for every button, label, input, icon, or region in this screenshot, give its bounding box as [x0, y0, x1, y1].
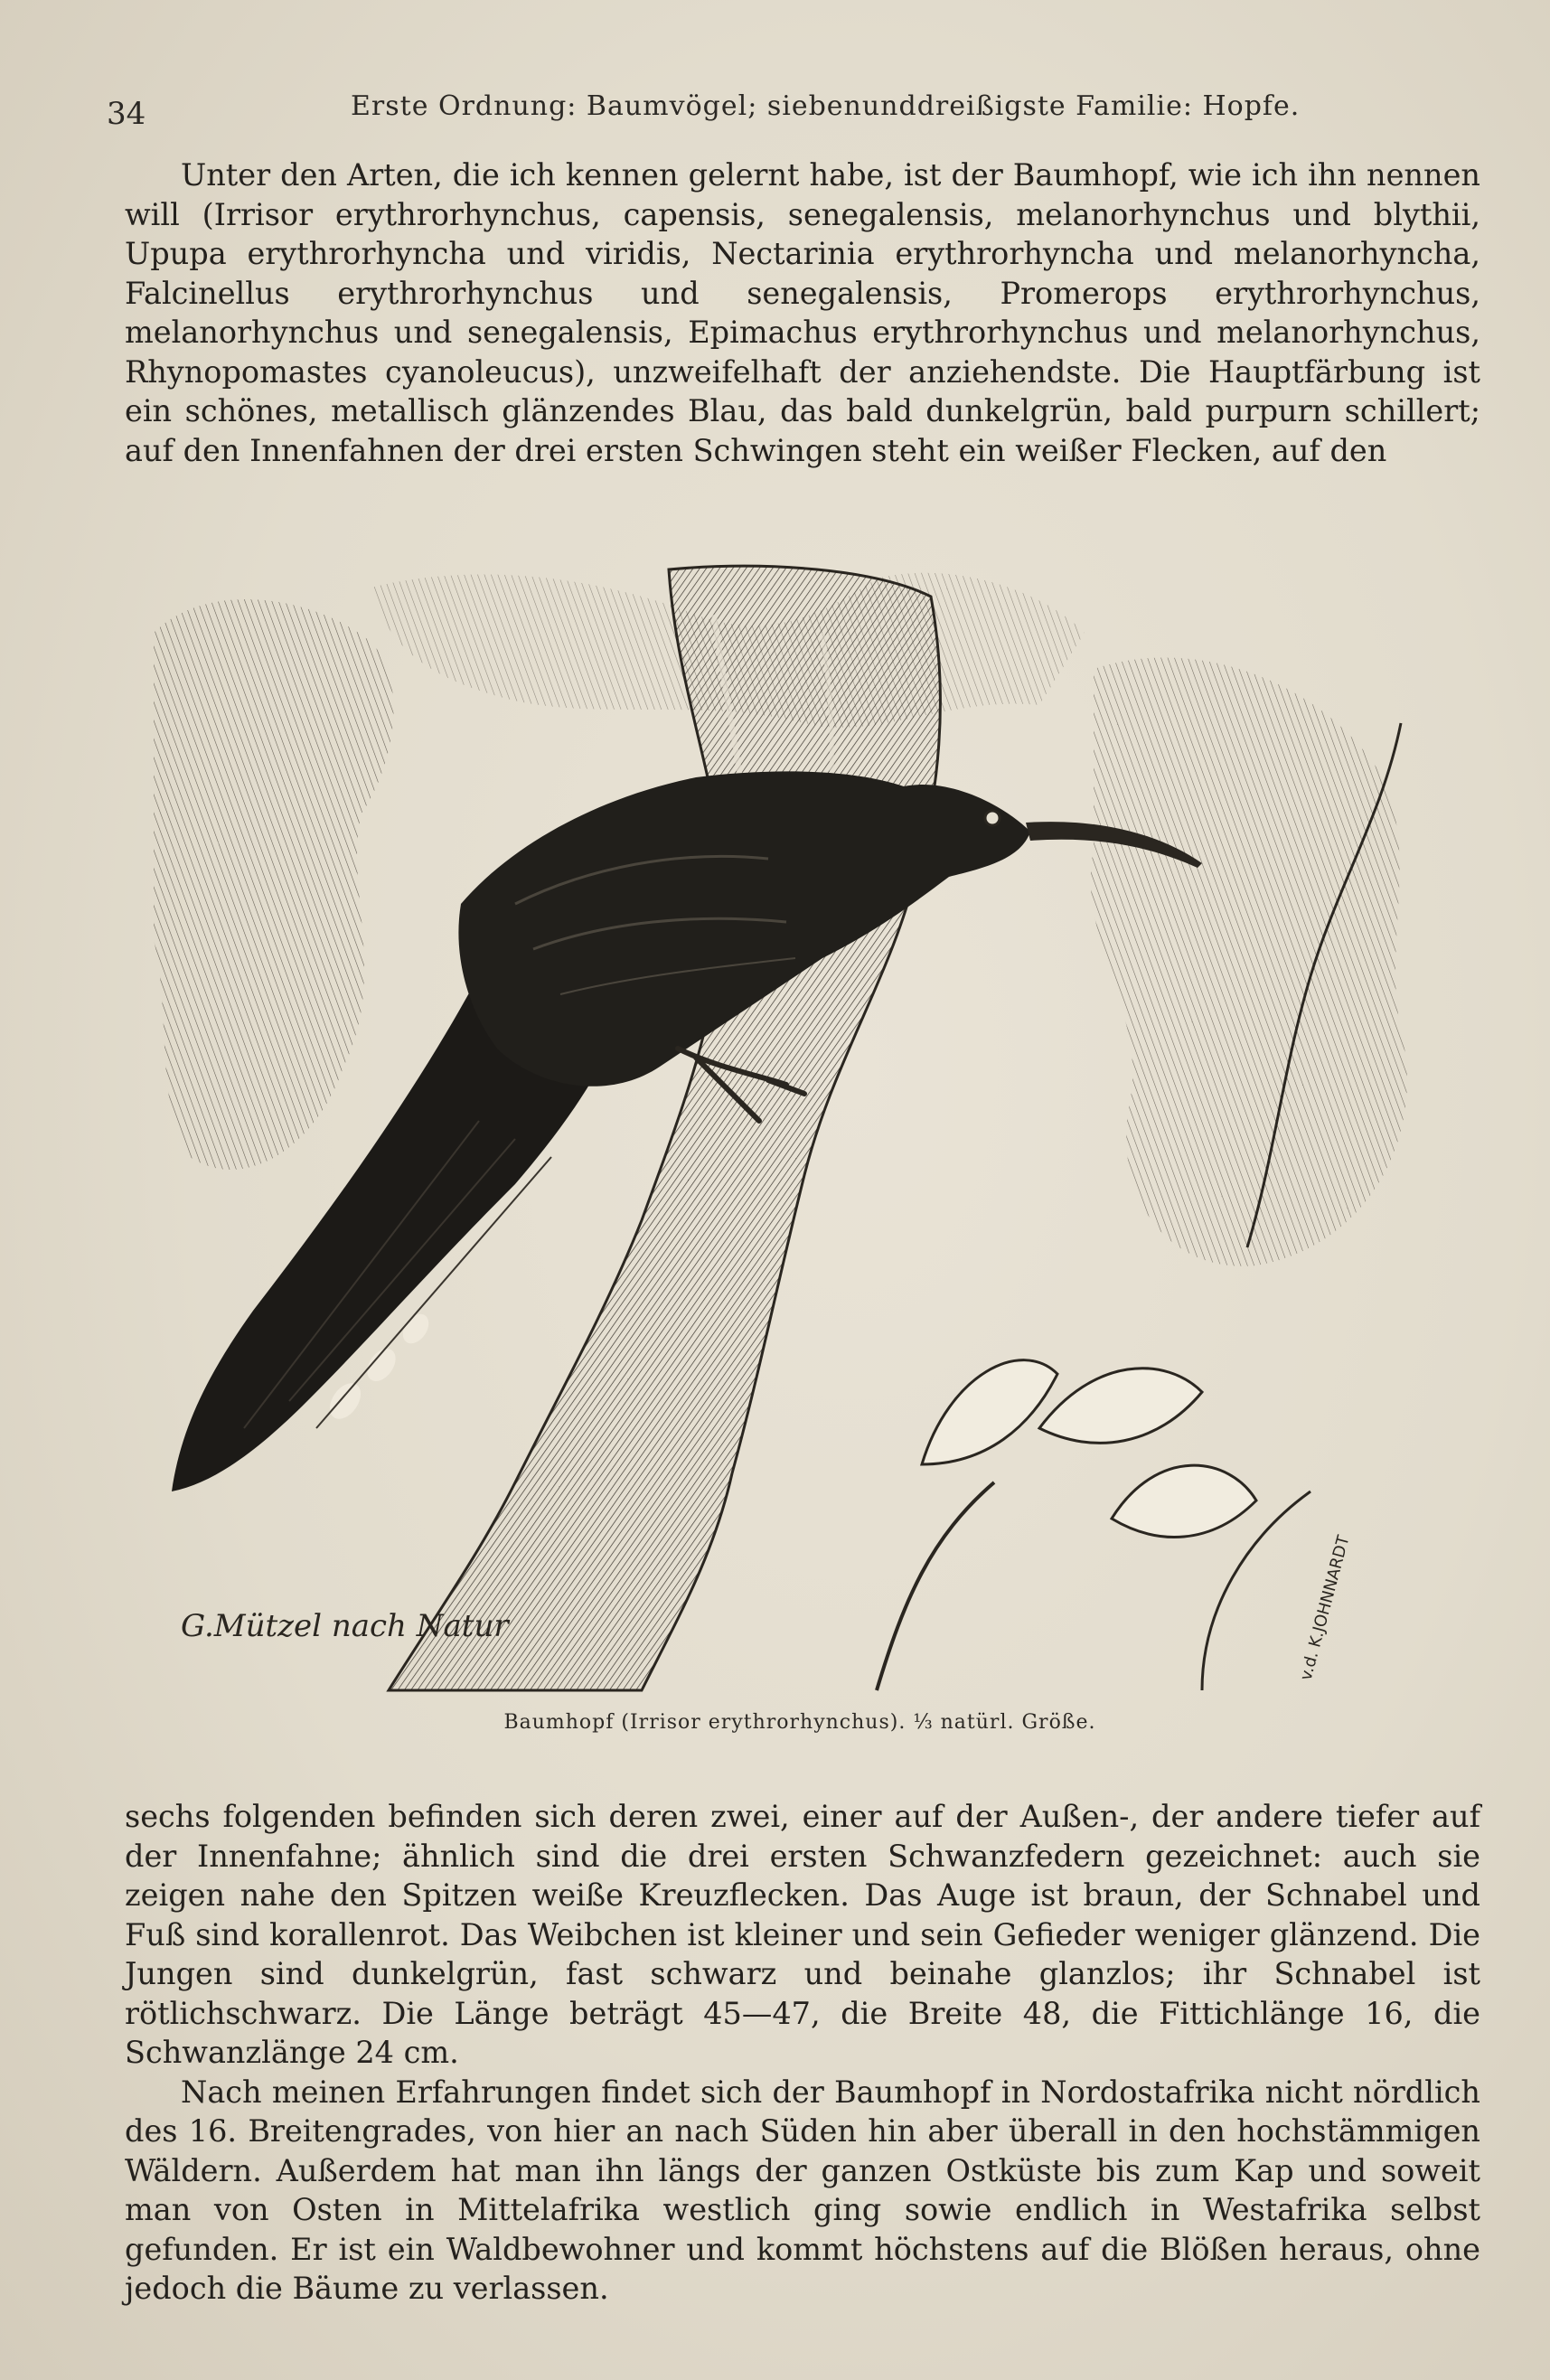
running-title: Erste Ordnung: Baumvögel; siebenunddreißigste Familie: Hopfe.	[351, 90, 1301, 122]
foliage-right	[1091, 657, 1407, 1265]
paragraph: Unter den Arten, die ich kennen gelernt habe, ist der Baumhopf, wie ich ihn nennen will (Irrisor erythrorhynchus, capensis, senegalensis, melanorhynchus und blythii, Upupa erythrorhyncha und viridis, Nectarinia erythrorhyncha und melanorhyncha, Falcinellus erythrorhynchus und senegalensis, Promerops erythrorhynchus, melanorhynchus und senegalensis, Epimachus erythrorhynchus und melanorhynchus, Rhynopomastes cyanoleucus), unzweifelhaft der anziehendste. Die Hauptfärbung ist ein schönes, metallisch glänzendes Blau, das bald dunkelgrün, bald purpurn schillert; auf den Innenfahnen der drei ersten Schwingen steht ein weißer Flecken, auf den	[125, 157, 1480, 468]
paragraph: sechs folgenden befinden sich deren zwei, einer auf der Außen-, der andere tiefer auf der Innenfahne; ähnlich sind die drei ersten Schwanzfedern gezeichnet: auch sie zeigen nahe den Spitzen weiße Kreuzflecken. Das Auge ist braun, der Schnabel und Fuß sind korallenrot. Das Weibchen ist kleiner und sein Gefieder weniger glänzend. Die Jungen sind dunkelgrün, fast schwarz und beinahe glanzlos; ihr Schnabel ist rötlichschwarz. Die Länge beträgt 45—47, die Breite 48, die Fittichlänge 16, die Schwanzlänge 24 cm.	[125, 1799, 1480, 2070]
engraver-mark: v.d. K.JOHNNARDT	[1296, 1533, 1354, 1683]
text-before-figure	[125, 155, 1480, 470]
foliage-left	[154, 599, 393, 1170]
bird-illustration	[136, 560, 1464, 1708]
paragraph: Nach meinen Erfahrungen findet sich der Baumhopf in Nordostafrika nicht nördlich des 16. Breitengrades, von hier an nach Süden hin aber überall in den hochstämmigen Wäldern. Außerdem hat man ihn längs der ganzen Ostküste bis zum Kap und soweit man von Osten in Mittelafrika westlich ging sowie endlich in Westafrika selbst gefunden. Er ist ein Waldbewohner und kommt höchstens auf die Blößen heraus, ohne jedoch die Bäume zu verlassen.	[125, 2074, 1480, 2306]
bird-eye	[985, 811, 1000, 825]
page-header	[107, 90, 1462, 132]
figure-caption: Baumhopf (Irrisor erythrorhynchus). ⅓ natürl. Größe.	[503, 1711, 1096, 1734]
artist-signature: G.Mützel nach Natur	[181, 1608, 509, 1644]
leaves-lower-right	[922, 1360, 1256, 1538]
page-number: 34	[107, 96, 146, 132]
text-after-figure	[125, 1797, 1480, 2309]
